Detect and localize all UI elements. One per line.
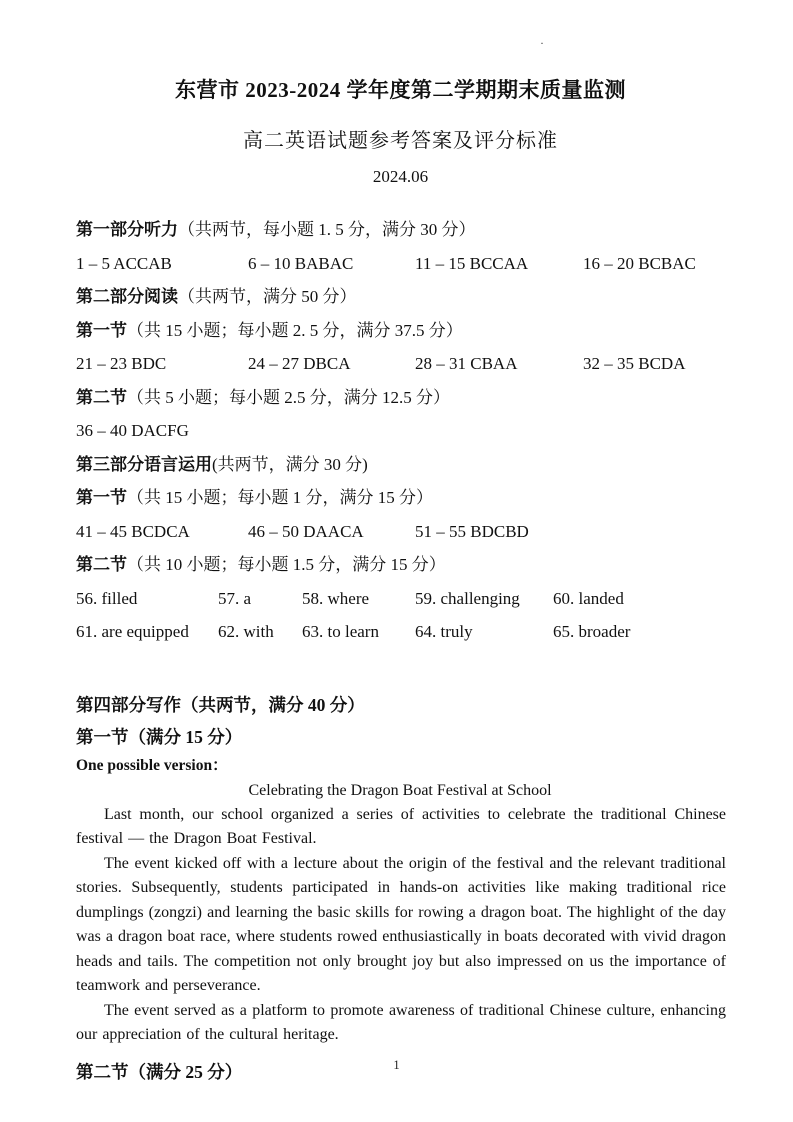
essay-title: Celebrating the Dragon Boat Festival at School [248, 781, 552, 799]
part3-section2-title: 第二节 [76, 555, 127, 574]
answer-group-1-5: 1 – 5 ACCAB [76, 253, 172, 273]
part2-section1-heading [76, 314, 725, 348]
answer-64: 64. truly [415, 622, 473, 641]
essay-paragraph-2: The event kicked off with a lecture about the origin of the festival and the relevant traditional stories. Subsequently, students participated in hands-on activities like making traditional rice dumplings (zongzi) and learning the basic skills for rowing a dragon boat. The highlight of the day was a dragon boat race, where students rowed enthusiastically in boats decorated with vivid dragon heads and tails. The competition not only brought joy but also impressed on us the importance of teamwork and perseverance. [76, 854, 726, 994]
part1-heading-title: 第一部分听力 [76, 220, 178, 239]
stray-dot-mark: · [540, 36, 544, 50]
part2-section1-note: （共 15 小题；每小题 2. 5 分，满分 37.5 分） [127, 320, 463, 340]
document-date: 2024.06 [372, 167, 429, 186]
answer-58: 58. where [302, 588, 370, 608]
answer-group-6-10: 6 – 10 BABAC [248, 253, 354, 273]
part3-section1-title: 第一节 [76, 488, 127, 507]
answer-group-24-27: 24 – 27 DBCA [248, 354, 351, 373]
answer-60: 60. landed [553, 588, 624, 608]
answer-group-51-55: 51 – 55 BDCBD [415, 521, 529, 541]
language-use-answers-row-61-65 [76, 615, 725, 649]
part4-section2-heading: 第二节（满分 25 分） [76, 1061, 243, 1082]
answers-block [76, 213, 725, 649]
reading-section2-answers-row [76, 414, 725, 448]
part2-section2-note: （共 5 小题；每小题 2.5 分，满分 12.5 分） [127, 387, 450, 407]
part3-language-use-heading [76, 448, 725, 482]
answer-group-46-50: 46 – 50 DAACA [248, 521, 364, 541]
possible-version-label: One possible version： [76, 756, 228, 774]
answer-group-36-40: 36 – 40 DACFG [76, 421, 189, 440]
answer-57: 57. a [218, 588, 252, 608]
part2-section2-heading [76, 381, 725, 415]
part3-heading-title: 第三部分语言运用 [76, 454, 212, 474]
part3-section2-heading [76, 548, 725, 582]
writing-block [76, 689, 725, 1088]
reading-section1-answers-row [76, 347, 725, 381]
part1-listening-heading [76, 213, 725, 247]
listening-answers-row [76, 247, 725, 281]
part2-section2-title: 第二节 [76, 387, 127, 407]
part1-heading-note: （共两节，每小题 1. 5 分，满分 30 分） [178, 220, 476, 239]
part2-heading-note: （共两节，满分 50 分） [178, 287, 357, 306]
part3-section1-note: （共 15 小题；每小题 1 分，满分 15 分） [127, 488, 433, 507]
answer-group-21-23: 21 – 23 BDC [76, 354, 167, 373]
language-use-answers-row-56-60 [76, 582, 725, 616]
essay-paragraph-1: Last month, our school organized a series of activities to celebrate the traditional Chinese festival — the Dragon Boat Festival. [76, 805, 726, 847]
answer-63: 63. to learn [302, 622, 379, 641]
answer-65: 65. broader [553, 622, 631, 641]
part3-section1-heading [76, 481, 725, 515]
part2-section1-title: 第一节 [76, 320, 127, 340]
answer-group-16-20: 16 – 20 BCBAC [583, 253, 696, 273]
answer-61: 61. are equipped [76, 622, 189, 641]
document-subtitle: 高二英语试题参考答案及评分标准 [243, 130, 558, 152]
part2-heading-title: 第二部分阅读 [76, 287, 178, 306]
answer-group-41-45: 41 – 45 BCDCA [76, 521, 190, 541]
answer-group-11-15: 11 – 15 BCCAA [415, 253, 529, 273]
part2-reading-heading [76, 280, 725, 314]
part4-section1-heading: 第一节（满分 15 分） [76, 726, 243, 747]
answer-59: 59. challenging [415, 588, 520, 608]
essay-paragraph-3: The event served as a platform to promote awareness of traditional Chinese culture, enhancing our appreciation of the cultural heritage. [76, 1001, 726, 1043]
answer-56: 56. filled [76, 588, 138, 608]
page-number: 1 [393, 1058, 400, 1072]
part3-section2-note: （共 10 小题；每小题 1.5 分，满分 15 分） [127, 555, 446, 574]
language-use-section1-answers-row [76, 515, 725, 549]
document-title: 东营市 2023-2024 学年度第二学期期末质量监测 [175, 78, 626, 102]
part3-heading-note: (共两节，满分 30 分) [212, 454, 368, 474]
answer-group-32-35: 32 – 35 BCDA [583, 354, 686, 373]
answer-group-28-31: 28 – 31 CBAA [415, 354, 518, 373]
part4-writing-heading: 第四部分写作（共两节，满分 40 分） [76, 694, 365, 715]
answer-62: 62. with [218, 622, 274, 641]
